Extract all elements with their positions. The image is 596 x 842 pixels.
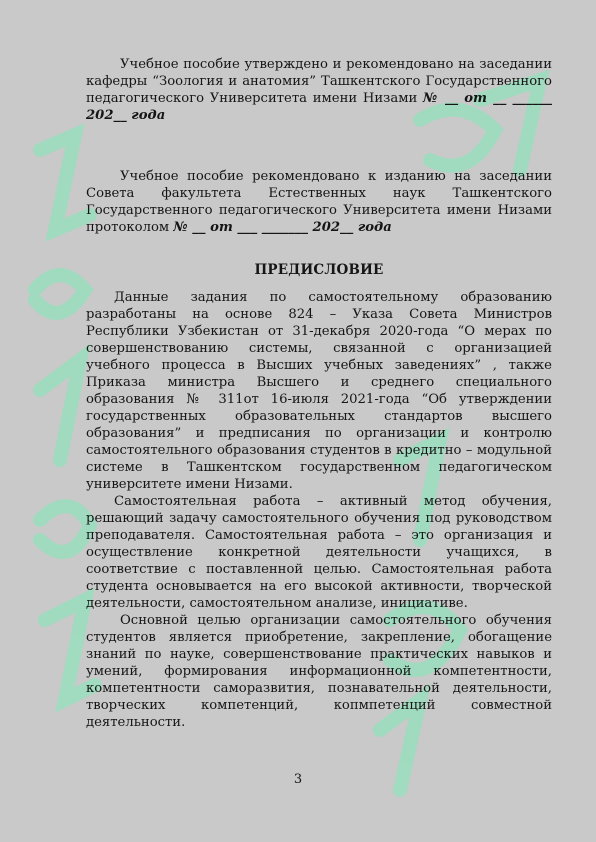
watermark-stroke-left-4	[40, 506, 90, 552]
approval-department-text: Учебное пособие утверждено и рекомендовано на заседании кафедры “Зоология и анатомия” Ташкентского Государственного педагогического Университета имени Низами	[86, 57, 552, 106]
watermark-stroke-left-2	[35, 275, 85, 313]
preface-paragraph-2: Самостоятельная работа – активный метод обучения, решающий задачу самостоятельного обучения под руководством преподавателя. Самостоятельная работа – это организация и осуществление конкретной деятельности учащихся, в соответствие с поставленной целью. Самостоятельная работа студента основывается на его высокой активности, творческой деятельности, самостоятельном анализе, инициативе.	[86, 494, 552, 611]
preface-paragraph-3: Основной целью организации самостоятельного обучения студентов является приобретение, закрепление, обогащение знаний по науке, совершенствование практических навыков и умений, формирования информационной компетентности, компетентности саморазвития, познавательной деятельности, творческих компетенций, копмпетенций совместной деятельности.	[86, 613, 552, 730]
page-heading: ПРЕДИСЛОВИЕ	[254, 262, 384, 278]
preface-paragraph-1: Данные задания по самостоятельному образованию разработаны на основе 824 – Указа Совета Министров Республики Узбекистан от 31-декабря 2020-года “О мерах по совершенствованию системы, связанной с организацией учебного процесса в Высших учебных заведениях” , также Приказа министра Высшего и среднего специального образования № 311от 16-июля 2021-года “Об утверждении государственных образовательных стандартов высшего образования” и предписания по организации и контролю самостоятельного образования студентов в кредитно – модульной системе в Ташкентском государственном педагогическом университете имени Низами.	[86, 290, 552, 492]
watermark-stroke-left-3	[40, 360, 80, 460]
page-number: 3	[293, 772, 303, 787]
watermark-stroke-left-1	[40, 135, 90, 230]
page-content	[86, 56, 552, 731]
approval-department	[86, 56, 552, 124]
approval-council-text: Учебное пособие рекомендовано к изданию на заседании Совета факультета Естественных наук Ташкентского Государственного педагогического Университета имени Низами протоколом	[86, 169, 552, 235]
approval-council-protocol: № __ от ___ _______ 202__ года	[173, 220, 392, 235]
approval-council	[86, 168, 552, 236]
approval-department-protocol: № __ от __ ______ 202__ года	[86, 91, 553, 123]
